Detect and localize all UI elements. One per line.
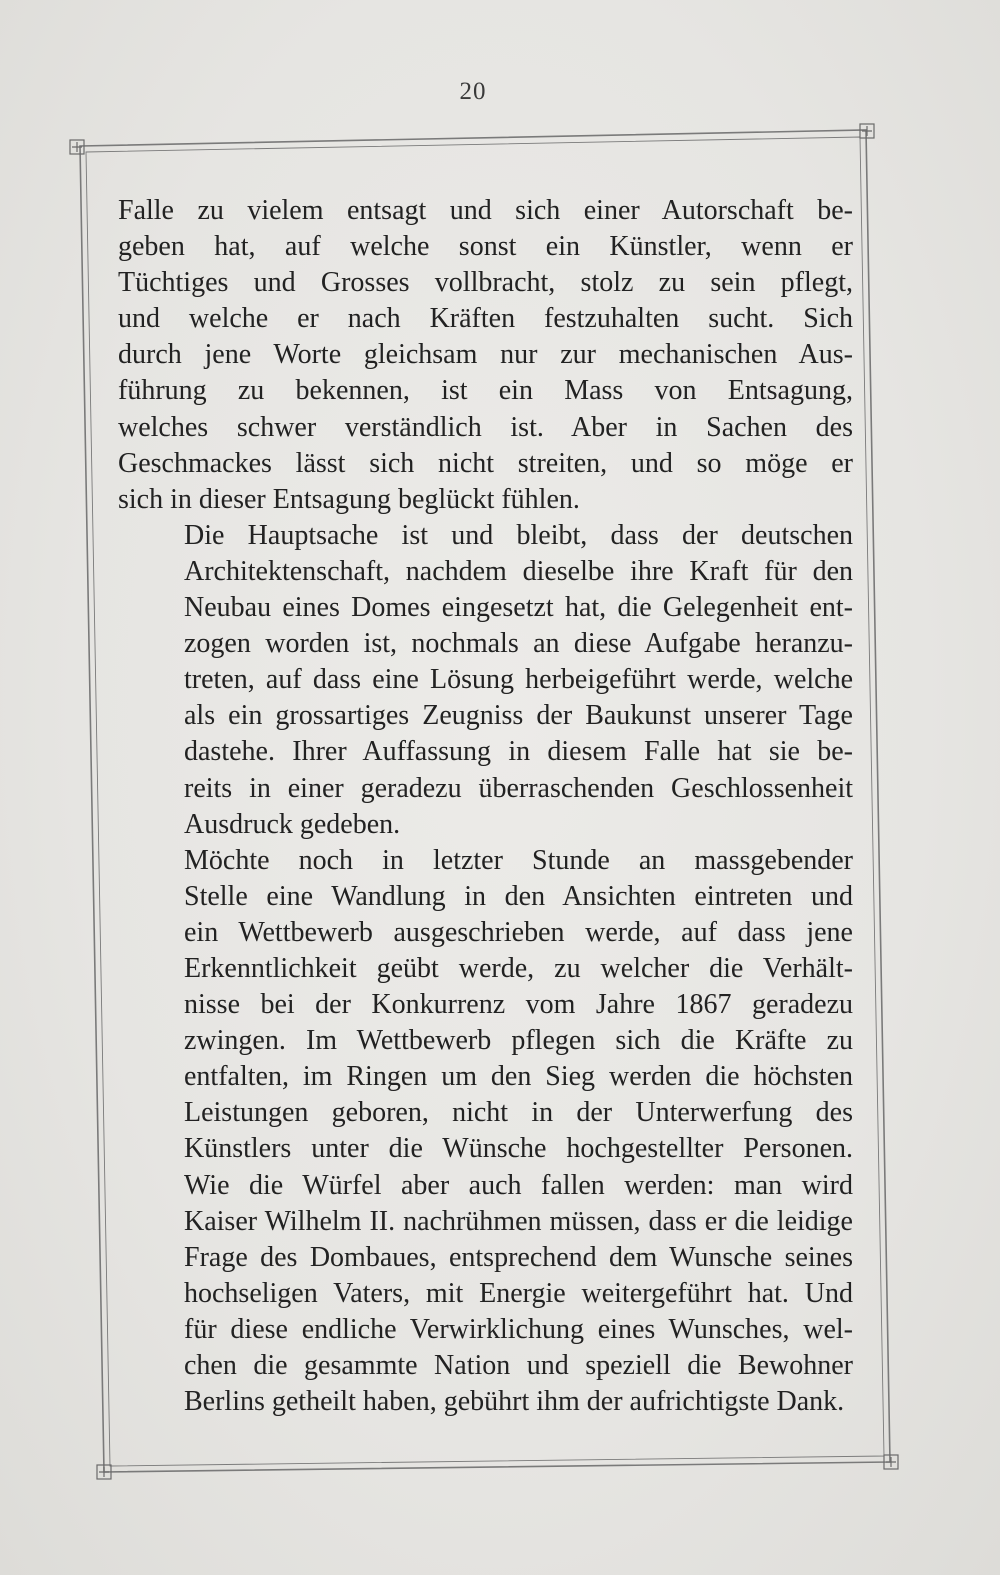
text-line: für diese endliche Verwirklichung eines Wunsches, wel- (184, 1313, 853, 1345)
text-line: Falle zu vielem entsagt und sich einer Autorschaft be- (118, 195, 853, 226)
text-line: sich in dieser Entsagung beglückt fühlen. (118, 483, 580, 515)
text-line: Möchte noch in letzter Stunde an massgebender (184, 844, 853, 876)
text-line: Wie die Würfel aber auch fallen werden: man wird (184, 1169, 853, 1201)
text-line: Ausdruck gedeben. (184, 808, 401, 840)
text-line: Tüchtiges und Grosses vollbracht, stolz zu sein pflegt, (118, 267, 853, 299)
text-line: nisse bei der Konkurrenz vom Jahre 1867 geradezu (184, 989, 853, 1021)
text-line: durch jene Worte gleichsam nur zur mechanischen Aus- (118, 339, 853, 371)
body-text (118, 193, 853, 1420)
text-line: hochseligen Vaters, mit Energie weitergeführt hat. Und (184, 1277, 853, 1309)
text-line: Erkenntlichkeit geübt werde, zu welcher die Verhält- (184, 952, 853, 984)
text-line: Künstlers unter die Wünsche hochgestellter Personen. (184, 1133, 853, 1165)
text-line: zogen worden ist, nochmals an diese Aufgabe heranzu- (184, 628, 853, 660)
page-number: 20 (459, 78, 487, 105)
text-line: Leistungen geboren, nicht in der Unterwerfung des (184, 1097, 853, 1129)
text-line: geben hat, auf welche sonst ein Künstler, wenn er (118, 231, 853, 263)
paragraph (118, 193, 853, 518)
corner-ornament-icon (97, 1465, 111, 1479)
corner-ornament-icon (860, 124, 874, 138)
text-line: und welche er nach Kräften festzuhalten sucht. Sich (118, 303, 853, 335)
paragraph (118, 843, 853, 1421)
text-line: dastehe. Ihrer Auffassung in diesem Falle hat sie be- (184, 736, 853, 768)
text-line: Stelle eine Wandlung in den Ansichten eintreten und (184, 880, 853, 912)
paragraph (118, 518, 853, 843)
corner-ornament-icon (70, 140, 84, 154)
text-line: führung zu bekennen, ist ein Mass von Entsagung, (118, 375, 853, 407)
text-line: Neubau eines Domes eingesetzt hat, die Gelegenheit ent- (184, 592, 853, 624)
text-line: Die Hauptsache ist und bleibt, dass der deutschen (184, 519, 853, 551)
text-line: treten, auf dass eine Lösung herbeigeführt werde, welche (184, 664, 853, 696)
corner-ornament-icon (884, 1455, 898, 1469)
text-line: Architektenschaft, nachdem dieselbe ihre Kraft für den (184, 555, 853, 587)
text-line: Frage des Dombaues, entsprechend dem Wunsche seines (184, 1241, 853, 1273)
text-line: Geschmackes lässt sich nicht streiten, und so möge er (118, 447, 853, 479)
text-line: Berlins getheilt haben, gebührt ihm der aufrichtigste Dank. (184, 1386, 845, 1418)
text-line: entfalten, im Ringen um den Sieg werden die höchsten (184, 1061, 853, 1093)
text-line: chen die gesammte Nation und speziell die Bewohner (184, 1350, 853, 1381)
text-line: Kaiser Wilhelm II. nachrühmen müssen, dass er die leidige (184, 1205, 853, 1237)
text-line: welches schwer verständlich ist. Aber in Sachen des (118, 411, 853, 443)
text-line: reits in einer geradezu überraschenden Geschlossenheit (184, 772, 853, 804)
text-line: zwingen. Im Wettbewerb pflegen sich die Kräfte zu (184, 1025, 853, 1057)
text-line: als ein grossartiges Zeugniss der Baukunst unserer Tage (184, 700, 853, 732)
text-line: ein Wettbewerb ausgeschrieben werde, auf dass jene (184, 916, 853, 948)
